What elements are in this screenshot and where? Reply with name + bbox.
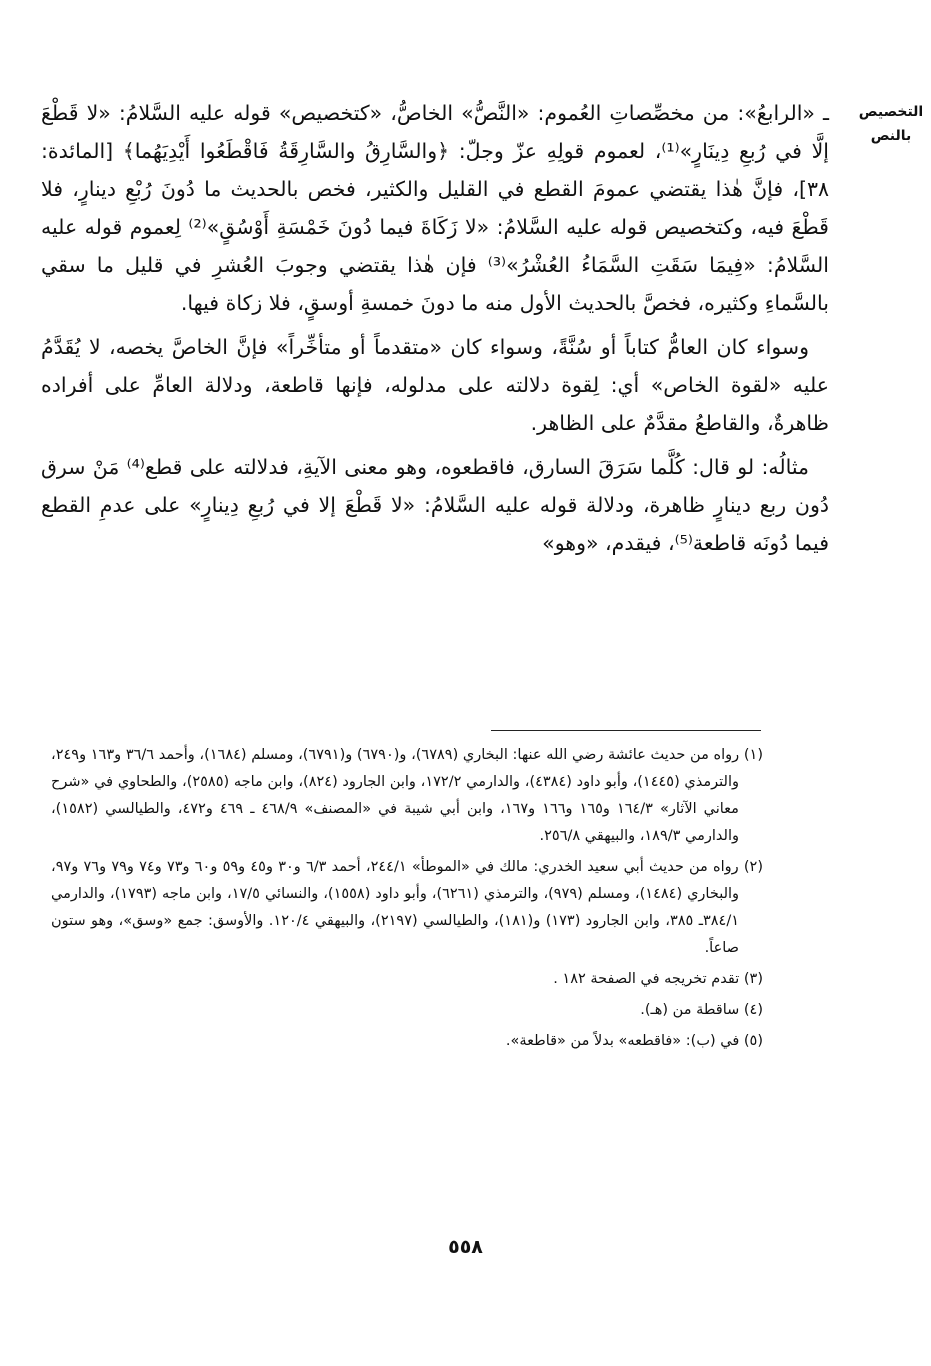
footnote: (٤) ساقطة من (هـ). bbox=[640, 1002, 763, 1018]
footnote: (٥) في (ب): «فاقطعه» بدلاً من «قاطعة». bbox=[505, 1033, 763, 1049]
footnote: (١) رواه من حديث عائشة رضي الله عنها: البخاري (٦٧٨٩)، و(٦٧٩٠) و(٦٧٩١)، ومسلم (١٦٨٤)، وأحمد ٣٦/٦ و١٦٣ و٢٤٩، والترمذي (١٤٤٥)، وأبو داود (٤٣٨٤)، والدارمي ١٧٢/٢، وابن الجارود (٨٢٤)، وابن ماجه (٢٥٨٥)، والطحاوي في «شرح معاني الآثار» ١٦٤/٣ و١٦٥ و١٦٦ و١٦٧، وابن أبي شيبة في «المصنف» ٤٦٨/٩ ـ ٤٦٩ و٤٧٢، والطيالسي (١٥٨٢)، والدارمي ١٨٩/٣، والبيهقي ٢٥٦/٨. bbox=[51, 747, 763, 844]
page-number: ٥٥٨ bbox=[448, 1236, 483, 1258]
paragraph: ـ «الرابعُ»: من مخصِّصاتِ العُموم: «النَّصُّ» الخاصُّ، «كتخصيص» قوله عليه السَّلامُ: «لا قَطْعَ إلَّا في رُبعِ دِينَارٍ»⁽¹⁾، لعموم قولِهِ عزّ وجلّ: ﴿والسَّارِقُ والسَّارِقَةُ فَاقْطَعُوا أَيْدِيَهُما﴾ [المائدة: ٣٨]، فإنَّ هٰذا يقتضي عمومَ القطع في القليل والكثير، فخص بالحديث ما دُونَ رُبْعِ دينارٍ، فلا قَطْعَ فيه، وكتخصيص قوله عليه السَّلامُ: «لا زَكَاةَ فيما دُونَ خَمْسَةِ أَوْسُقٍ»⁽²⁾ لِعموم قوله عليه السَّلامُ: «فِيمَا سَقَتِ السَّمَاءُ العُشْرُ»⁽³⁾ فإن هٰذا يقتضي وجوبَ العُشرِ في قليل ما سقي بالسَّماءِ وكثيره، فخصَّ بالحديث الأول منه ما دونَ خمسةِ أوسقٍ، فلا زكاة فيها. bbox=[41, 101, 829, 315]
footnote: (٣) تقدم تخريجه في الصفحة ١٨٢ . bbox=[553, 971, 763, 987]
margin-note: التخصيص بالنص bbox=[858, 104, 924, 144]
main-text bbox=[41, 94, 829, 562]
footnote-separator bbox=[491, 730, 761, 731]
paragraph: وسواء كان العامُّ كتاباً أو سُنَّةً، وسواء كان «متقدماً أو متأخِّراً» فإنَّ الخاصَّ يخصه، لا يُقَدَّمُ عليه «لقوة الخاص» أي: لِقوة دلالته على مدلوله، فإنها قاطعة، ودلالة العامِّ على أفراده ظاهرةٌ، والقاطعُ مقدَّمٌ على الظاهر. bbox=[41, 335, 829, 435]
footnotes bbox=[51, 742, 763, 1059]
footnote: (٢) رواه من حديث أبي سعيد الخدري: مالك في «الموطأ» ٢٤٤/١، أحمد ٦/٣ و٣٠ و٤٥ و٥٩ و٦٠ و٧٣ و٧٤ و٧٩ و٧٦ و٩٧، والبخاري (١٤٨٤)، ومسلم (٩٧٩)، والترمذي (٦٢٦١)، وأبو داود (١٥٥٨)، والنسائي ١٧/٥، وابن ماجه (١٧٩٣)، والدارمي ٣٨٤/١ـ ٣٨٥، وابن الجارود (١٧٣) و(١٨١)، والطيالسي (٢١٩٧)، والبيهقي ١٢٠/٤. والأوسق: جمع «وسق»، وهو ستون صاعاً. bbox=[51, 859, 764, 956]
paragraph: مثالُه: لو قال: كُلَّما سَرَقَ السارق، فاقطعوه، وهو معنى الآيةِ، فدلالته على قطع⁽⁴⁾ مَنْ سرق دُون ربع دينارٍ ظاهرة، ودلالة قوله عليه السَّلامُ: «لا قَطْعَ إلا في رُبعِ دِينارٍ» على عدمِ القطع فيما دُونَه قاطعة⁽⁵⁾، فيقدم، «وهو» bbox=[41, 455, 829, 555]
